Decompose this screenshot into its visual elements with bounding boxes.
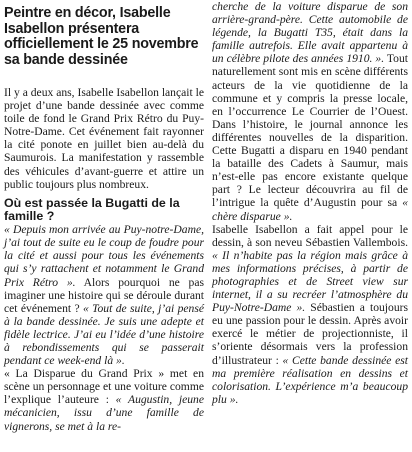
article-subhead: Où est passée la Bugatti de la famille ? [4, 195, 180, 223]
quote-augustin: « Augustin, jeune mécanicien, issu d’une famille de vignerons, se met à la re- [4, 393, 204, 433]
article-headline: Peintre en décor, Isabelle Isabellon présentera officiellement le 25 novembre sa bande dessinée [4, 5, 199, 68]
text-title-intro: « La Disparue du Grand Prix » met en scène un personnage et une voiture comme l’explique l’auteure : [4, 367, 204, 407]
quote-bd-idea: « Tout de suite, j’ai pensé à la bande dessinée. Je suis une adepte et fidèle lectrice. J’ai eu l’idée d’une histoire à rebondissements qui se passerait pendant ce week-end là ». [4, 301, 205, 368]
quote-arrival: « Depuis mon arrivée au Puy-notre-Dame, j’ai tout de suite eu le coup de foudre pour la cité et aussi pour tous les événements qui s’y rattachent et notamment le Grand Prix Rétro ». [4, 223, 204, 289]
text-why-story: Alors pourquoi ne pas imaginer une histoire qui se déroule durant cet événement ? [4, 275, 204, 315]
quote-bugatti: cherche de la voiture disparue de son arrière-grand-père. Cette automobile de légende, la Bugatti T35, était dans la famille autrefois. Elle avait appartenu à un célèbre pilote des années 1910. ». [212, 0, 408, 66]
text-sebastien: Sébastien a toujours eu une passion pour le dessin. Après avoir exercé le métier de projectionniste, il s’oriente désormais vers la profession d’illustrateur : [212, 301, 408, 367]
quote-chere-disparue: « chère disparue ». [212, 196, 408, 223]
right-paragraph-1 [212, 0, 408, 223]
quote-first-work: « Cette bande dessinée est ma première réalisation en dessins et colorisation. L’expérience m’a beaucoup plu ». [212, 353, 408, 406]
left-column [4, 0, 204, 433]
article-lead: Il y a deux ans, Isabelle Isabellon lançait le projet d’une bande dessinée avec comme toile de fond le Grand Prix Rétro du Puy-Notre-Dame. Cet événement fait rayonner la cité ponote en juillet bien au-delà du Saumurois. La manifestation y rassemble des véhicules d’avant-guerre et attire un public toujours plus nombreux. [4, 86, 204, 191]
right-column [212, 0, 408, 406]
text-actors: Tout naturellement sont mis en scène différents acteurs de la vie quotidienne de la commune et y compris la presse locale, en l’occurrence Le Courrier de l’Ouest. Dans l’histoire, le journal annonce les différentes nouvelles de la disparition. Cette Bugatti a disparu en 1940 pendant la bataille des Cadets à Saumur, mais n’est-elle pas encore existante quelque part ? Le lecteur découvrira au fil de l’intrigue la quête d’Augustin pour sa [212, 52, 408, 210]
text-nephew: Isabelle Isabellon a fait appel pour le dessin, à son neveu Sébastien Vallembois. [212, 222, 408, 249]
right-paragraph-2 [212, 223, 408, 406]
quote-street-view: « Il n’habite pas la région mais grâce à mes informations précises, à partir de photographies et de Street view sur internet, il a su recréer l’atmosphère du Puy-Notre-Dame ». [212, 248, 408, 315]
left-paragraph-2 [4, 367, 204, 432]
left-paragraph-1 [4, 223, 204, 367]
